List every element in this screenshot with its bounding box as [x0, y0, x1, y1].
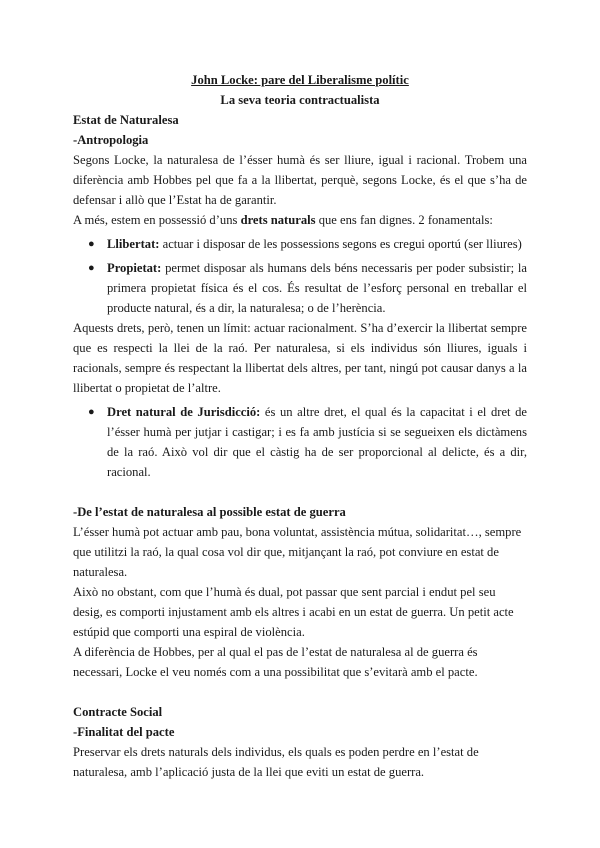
bullet-icon: ● [88, 262, 95, 274]
document-subtitle: La seva teoria contractualista [220, 93, 380, 107]
bold-drets-naturals: drets naturals [240, 213, 316, 227]
list-item-text: és un altre dret, el qual és la capacitat i el dret de l’ésser humà per jutjar i castigar; i es fa amb justícia si se segueixen els dictàmens de la raó. Això vol dir que el càstig ha de ser proporcional al delicte, és a dir, racional. [107, 405, 527, 479]
paragraph-diferencia-hobbes: A diferència de Hobbes, per al qual el pas de l’estat de naturalesa al de guerra és necessari, Locke el veu només com a una possibilitat que s’evitarà amb el pacte. [73, 645, 478, 679]
list-item-text: actuar i disposar de les possessions segons es cregui oportú (ser lliures) [159, 237, 522, 251]
paragraph-drets-naturals [73, 210, 527, 230]
list-item-propietat [73, 258, 527, 318]
bold-term: Dret natural de Jurisdicció: [107, 405, 261, 419]
paragraph-naturalesa: Segons Locke, la naturalesa de l’ésser humà és ser lliure, igual i racional. Trobem una diferència amb Hobbes pel que fa a la llibertat, perquè, segons Locke, és el que s’ha de defensar i allò que l’Estat ha de garantir. [73, 153, 527, 207]
bullet-icon: ● [88, 406, 95, 418]
text-fragment: A més, estem en possessió d’uns [73, 213, 241, 227]
text-fragment: que ens fan dignes. 2 fonamentals: [315, 213, 493, 227]
paragraph-dualitat: Això no obstant, com que l’humà és dual, pot passar que sent parcial i endut pel seu desig, es comporti injustament amb els altres i acabi en un estat de guerra. Un petit acte estúpid que comporti una espiral de violència. [73, 585, 514, 639]
paragraph-pau: L’ésser humà pot actuar amb pau, bona voluntat, assistència mútua, solidaritat…, sempre que utilitzi la raó, la qual cosa vol dir que, mitjançant la raó, pot conviure en estat de naturalesa. [73, 525, 522, 579]
list-item-llibertat [73, 234, 527, 254]
document-content [73, 70, 527, 782]
subheading-antropologia: -Antropologia [73, 133, 149, 147]
paragraph-preservar-drets: Preservar els drets naturals dels individus, els quals es poden perdre en l’estat de naturalesa, amb l’aplicació justa de la llei que eviti un estat de guerra. [73, 745, 479, 779]
document-title: John Locke: pare del Liberalisme polític [191, 73, 409, 87]
list-item-jurisdiccio [73, 402, 527, 482]
section-heading-estat-guerra: -De l’estat de naturalesa al possible estat de guerra [73, 505, 346, 519]
bullet-icon: ● [88, 238, 95, 250]
bullet-list-jurisdiccio [73, 402, 527, 482]
subheading-finalitat-pacte: -Finalitat del pacte [73, 725, 175, 739]
bullet-list-drets [73, 234, 527, 318]
paragraph-limit-drets: Aquests drets, però, tenen un límit: actuar racionalment. S’ha d’exercir la llibertat sempre que es respecti la llei de la raó. Per naturalesa, si els individus són lliures, iguals i racionals, sempre és respectant la llibertat dels altres, per tant, ningú pot causar danys a la llibertat o propietat de l’altre. [73, 321, 527, 395]
bold-term: Llibertat: [107, 237, 160, 251]
section-heading-estat-naturalesa: Estat de Naturalesa [73, 113, 179, 127]
bold-term: Propietat: [107, 261, 162, 275]
list-item-text: permet disposar als humans dels béns necessaris per poder subsistir; la primera propietat física és el cos. És resultat de l’esforç personal en treballar el producte natural, és a dir, la naturalesa; o de l’herència. [107, 261, 527, 315]
section-heading-contracte-social: Contracte Social [73, 705, 163, 719]
